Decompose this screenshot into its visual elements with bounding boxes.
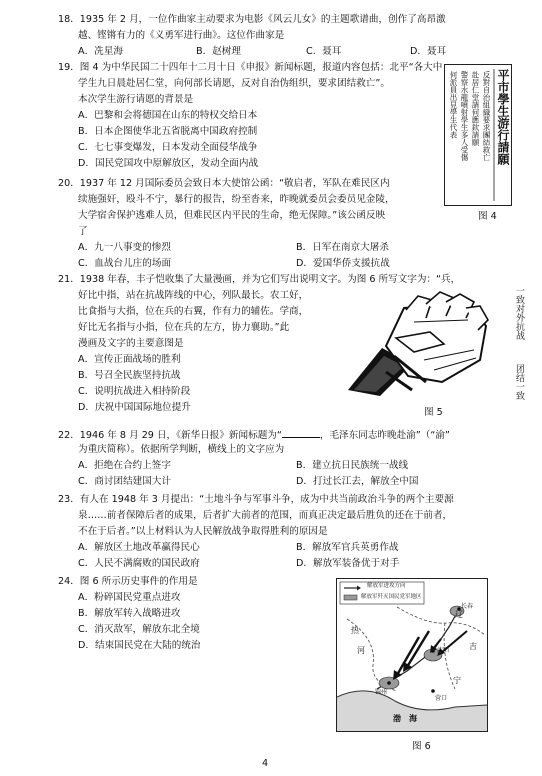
q24-option-a[interactable]: A．粉碎国民党重点进攻 (78, 592, 181, 603)
q21-stem-line3: 比食指与大指，位在兵的右翼，作有力的辅佐。学商， (78, 306, 309, 317)
q20-stem-line4: 了 (78, 226, 88, 237)
q19-stem-line2: 学生九日晨赴居仁堂，向何部长请愿，反对自治伪组织，要求团结救亡”。 (78, 78, 390, 89)
q23-option-c[interactable]: C．人民不满腐败的国民政府 (78, 558, 200, 569)
map-place-he: 河 (357, 646, 365, 655)
q22-option-a[interactable]: A．拒绝在合约上签字 (78, 460, 171, 471)
figure-5-cartoon (334, 286, 510, 398)
map-place-shenyang: 沈阳 (437, 647, 450, 654)
newspaper-column-4: 何派員出見學生代表 (449, 71, 458, 139)
figure-5-caption-right: 团结一致 (514, 364, 524, 400)
map-place-hai: 海 (409, 714, 417, 723)
q21-stem-line2: 好比中指，站在抗战阵线的中心，列队最长。农工好， (78, 290, 309, 301)
q20-stem-line2: 续施强奸，殴斗不宁，暴行的报告，纷至沓来，昨晚就委员会委员见金陵， (78, 194, 395, 205)
q19-option-b[interactable]: B．日本企图使华北五省脱离中国政府控制 (78, 126, 258, 137)
q19-option-a[interactable]: A．巴黎和会将德国在山东的特权交给日本 (78, 110, 258, 121)
q24-option-c[interactable]: C．消灭敌军，解放东北全境 (78, 624, 200, 635)
q21-stem-line1: 21．1938 年春，丰子恺收集了大量漫画，并为它们写出说明文字。为图 6 所写文字为：“兵， (58, 274, 461, 285)
q24-stem-line1: 24．图 6 所示历史事件的作用是 (58, 576, 198, 587)
q24-option-d[interactable]: D．结束国民党在大陆的统治 (78, 640, 201, 651)
q21-stem-line4: 好比无名指与小指，位在兵的左方，协力襄助。”此 (78, 322, 290, 333)
q20-option-a[interactable]: A．九一八事变的惨烈 (78, 242, 171, 253)
q18-stem-line2: 越、铿锵有力的《义勇军进行曲》。这位作曲家是 (78, 30, 285, 41)
q18-stem-line1: 18．1935 年 2 月，一位作曲家主动要求为电影《风云儿女》的主题歌谱曲，创作了高昂激 (58, 14, 446, 25)
q23-option-a[interactable]: A．解放区土地改革赢得民心 (78, 542, 200, 553)
q20-stem-line3: 大学宿舍保护逃难人员，但难民区内平民的生命，绝无保障。”该公函反映 (78, 210, 386, 221)
q18-option-c[interactable]: C．聂耳 (306, 46, 342, 57)
q21-option-b[interactable]: B．号召全民族坚持抗战 (78, 370, 181, 381)
q22-option-b[interactable]: B．建立抗日民族统一战线 (296, 460, 409, 471)
newspaper-column-2: 赴居仁堂請何應欽請願 (471, 71, 480, 146)
q23-option-d[interactable]: D．解放军装备优于对手 (296, 558, 400, 569)
clenched-fist-icon (334, 286, 510, 398)
figure-4-newspaper (444, 64, 512, 206)
q19-stem-line3: 本次学生游行请愿的背景是 (78, 94, 194, 105)
map-place-jinzhou: 锦州 (375, 689, 388, 696)
q21-option-c[interactable]: C．说明抗战进入相持阶段 (78, 386, 191, 397)
q22-stem-prefix: 22．1946 年 8 月 29 日，《新华日报》新闻标题为“ (58, 430, 282, 441)
q22-stem-line2: 为重庆简称）。依据所学判断，横线上的文字应为 (78, 444, 285, 455)
q21-option-a[interactable]: A．宣传正面战场的胜利 (78, 354, 181, 365)
figure-6-label: 图 6 (412, 741, 431, 752)
q24-option-b[interactable]: B．解放军转入战略进攻 (78, 608, 181, 619)
q20-option-c[interactable]: C．血战台儿庄的场面 (78, 258, 172, 269)
q22-stem-suffix: ，毛泽东同志昨晚赴渝”（“渝” (319, 430, 450, 441)
newspaper-headline: 平市學生游行請願 (496, 69, 510, 165)
q22-option-c[interactable]: C．商讨团结建国大计 (78, 476, 172, 487)
map-legend-attack: 解放军进攻方向 (367, 583, 406, 589)
q23-stem-line1: 23．有人在 1948 年 3 月提出：“土地斗争与军事斗争，成为中共当前政治斗争的两个主要源 (58, 494, 454, 505)
page-number: 4 (262, 758, 269, 769)
q22-stem-line1 (58, 428, 450, 442)
q23-option-b[interactable]: B．解放军官兵英勇作战 (296, 542, 399, 553)
q21-option-d[interactable]: D．庆祝中国国际地位提升 (78, 402, 191, 413)
q23-stem-line2: 泉……前者保障后者的成果，后者扩大前者的范围，而真正决定最后胜负的还在于前者， (78, 510, 453, 521)
q18-option-a[interactable]: A．冼星海 (78, 46, 123, 57)
map-legend-zone: 解放军歼灭国民党军地区 (361, 594, 422, 600)
figure-5-label: 图 5 (424, 407, 443, 418)
newspaper-column-3: 警察水龍噴射學生多人受傷 (460, 71, 469, 161)
q21-stem-line5: 漫画及文字的主要意图是 (78, 338, 184, 349)
map-place-liao: 辽 (455, 610, 463, 619)
q22-fill-blank (282, 428, 320, 438)
q20-option-d[interactable]: D．爱国华侨支援抗战 (296, 258, 390, 269)
newspaper-column-1: 反對自治組織要求團結救亡 (482, 71, 491, 161)
figure-4-label: 图 4 (478, 211, 497, 222)
q20-stem-line1: 20．1937 年 12 月国际委员会致日本大使馆公函：“敬启者，军队在难民区内 (58, 178, 390, 189)
map-place-ning: 宁 (453, 676, 461, 685)
map-place-bo: 渤 (393, 714, 401, 723)
q23-stem-line3: 不在于后者。”以上材料认为人民解放战争取得胜利的原因是 (78, 526, 328, 537)
map-place-yingkou: 营口 (435, 695, 448, 702)
q20-option-b[interactable]: B．日军在南京大屠杀 (296, 242, 389, 253)
q22-option-d[interactable]: D．打过长江去，解放全中国 (296, 476, 419, 487)
q19-option-d[interactable]: D．国民党国攻中原解放区，发动全面内战 (78, 158, 259, 169)
map-place-re: 热 (351, 626, 359, 635)
q19-option-c[interactable]: C．七七事变爆发，日本发动全面侵华战争 (78, 142, 258, 153)
figure-5-caption-left: 一致对外抗战 (514, 286, 524, 340)
figure-6-map (336, 578, 488, 732)
map-place-ji: 吉 (469, 642, 477, 651)
map-place-changchun: 长春 (461, 603, 474, 610)
q19-stem-line1: 19．图 4 为中华民国二十四年十二月十日《申报》新闻标题，报道内容包括：北平“各大中 (58, 62, 443, 73)
q18-option-d[interactable]: D．聂耳 (410, 46, 447, 57)
q18-option-b[interactable]: B．赵树理 (196, 46, 241, 57)
